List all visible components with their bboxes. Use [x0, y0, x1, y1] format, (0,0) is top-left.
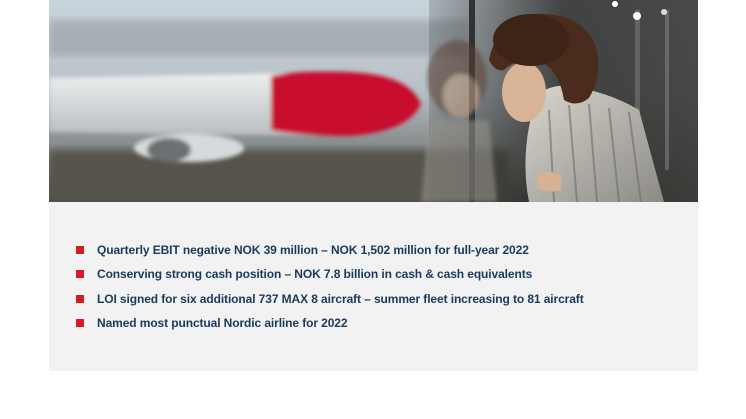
highlight-item [76, 315, 584, 332]
highlight-text: Quarterly EBIT negative NOK 39 million – NOK 1,502 million for full-year 2022 [97, 242, 529, 257]
highlight-text: Named most punctual Nordic airline for 2022 [97, 316, 348, 330]
bullet-square-icon [76, 295, 84, 303]
highlights-list [76, 241, 584, 339]
bullet-square-icon [76, 270, 84, 278]
highlight-item [76, 290, 584, 307]
bullet-square-icon [76, 246, 84, 254]
highlight-item [76, 266, 584, 283]
bullet-square-icon [76, 319, 84, 327]
highlight-text: LOI signed for six additional 737 MAX 8 aircraft – summer fleet increasing to 81 aircraft [97, 291, 584, 306]
highlight-text: Conserving strong cash position – NOK 7.8 billion in cash & cash equivalents [97, 267, 533, 281]
highlights-panel [49, 202, 698, 371]
hero-photo [49, 0, 698, 202]
highlight-item [76, 241, 584, 258]
